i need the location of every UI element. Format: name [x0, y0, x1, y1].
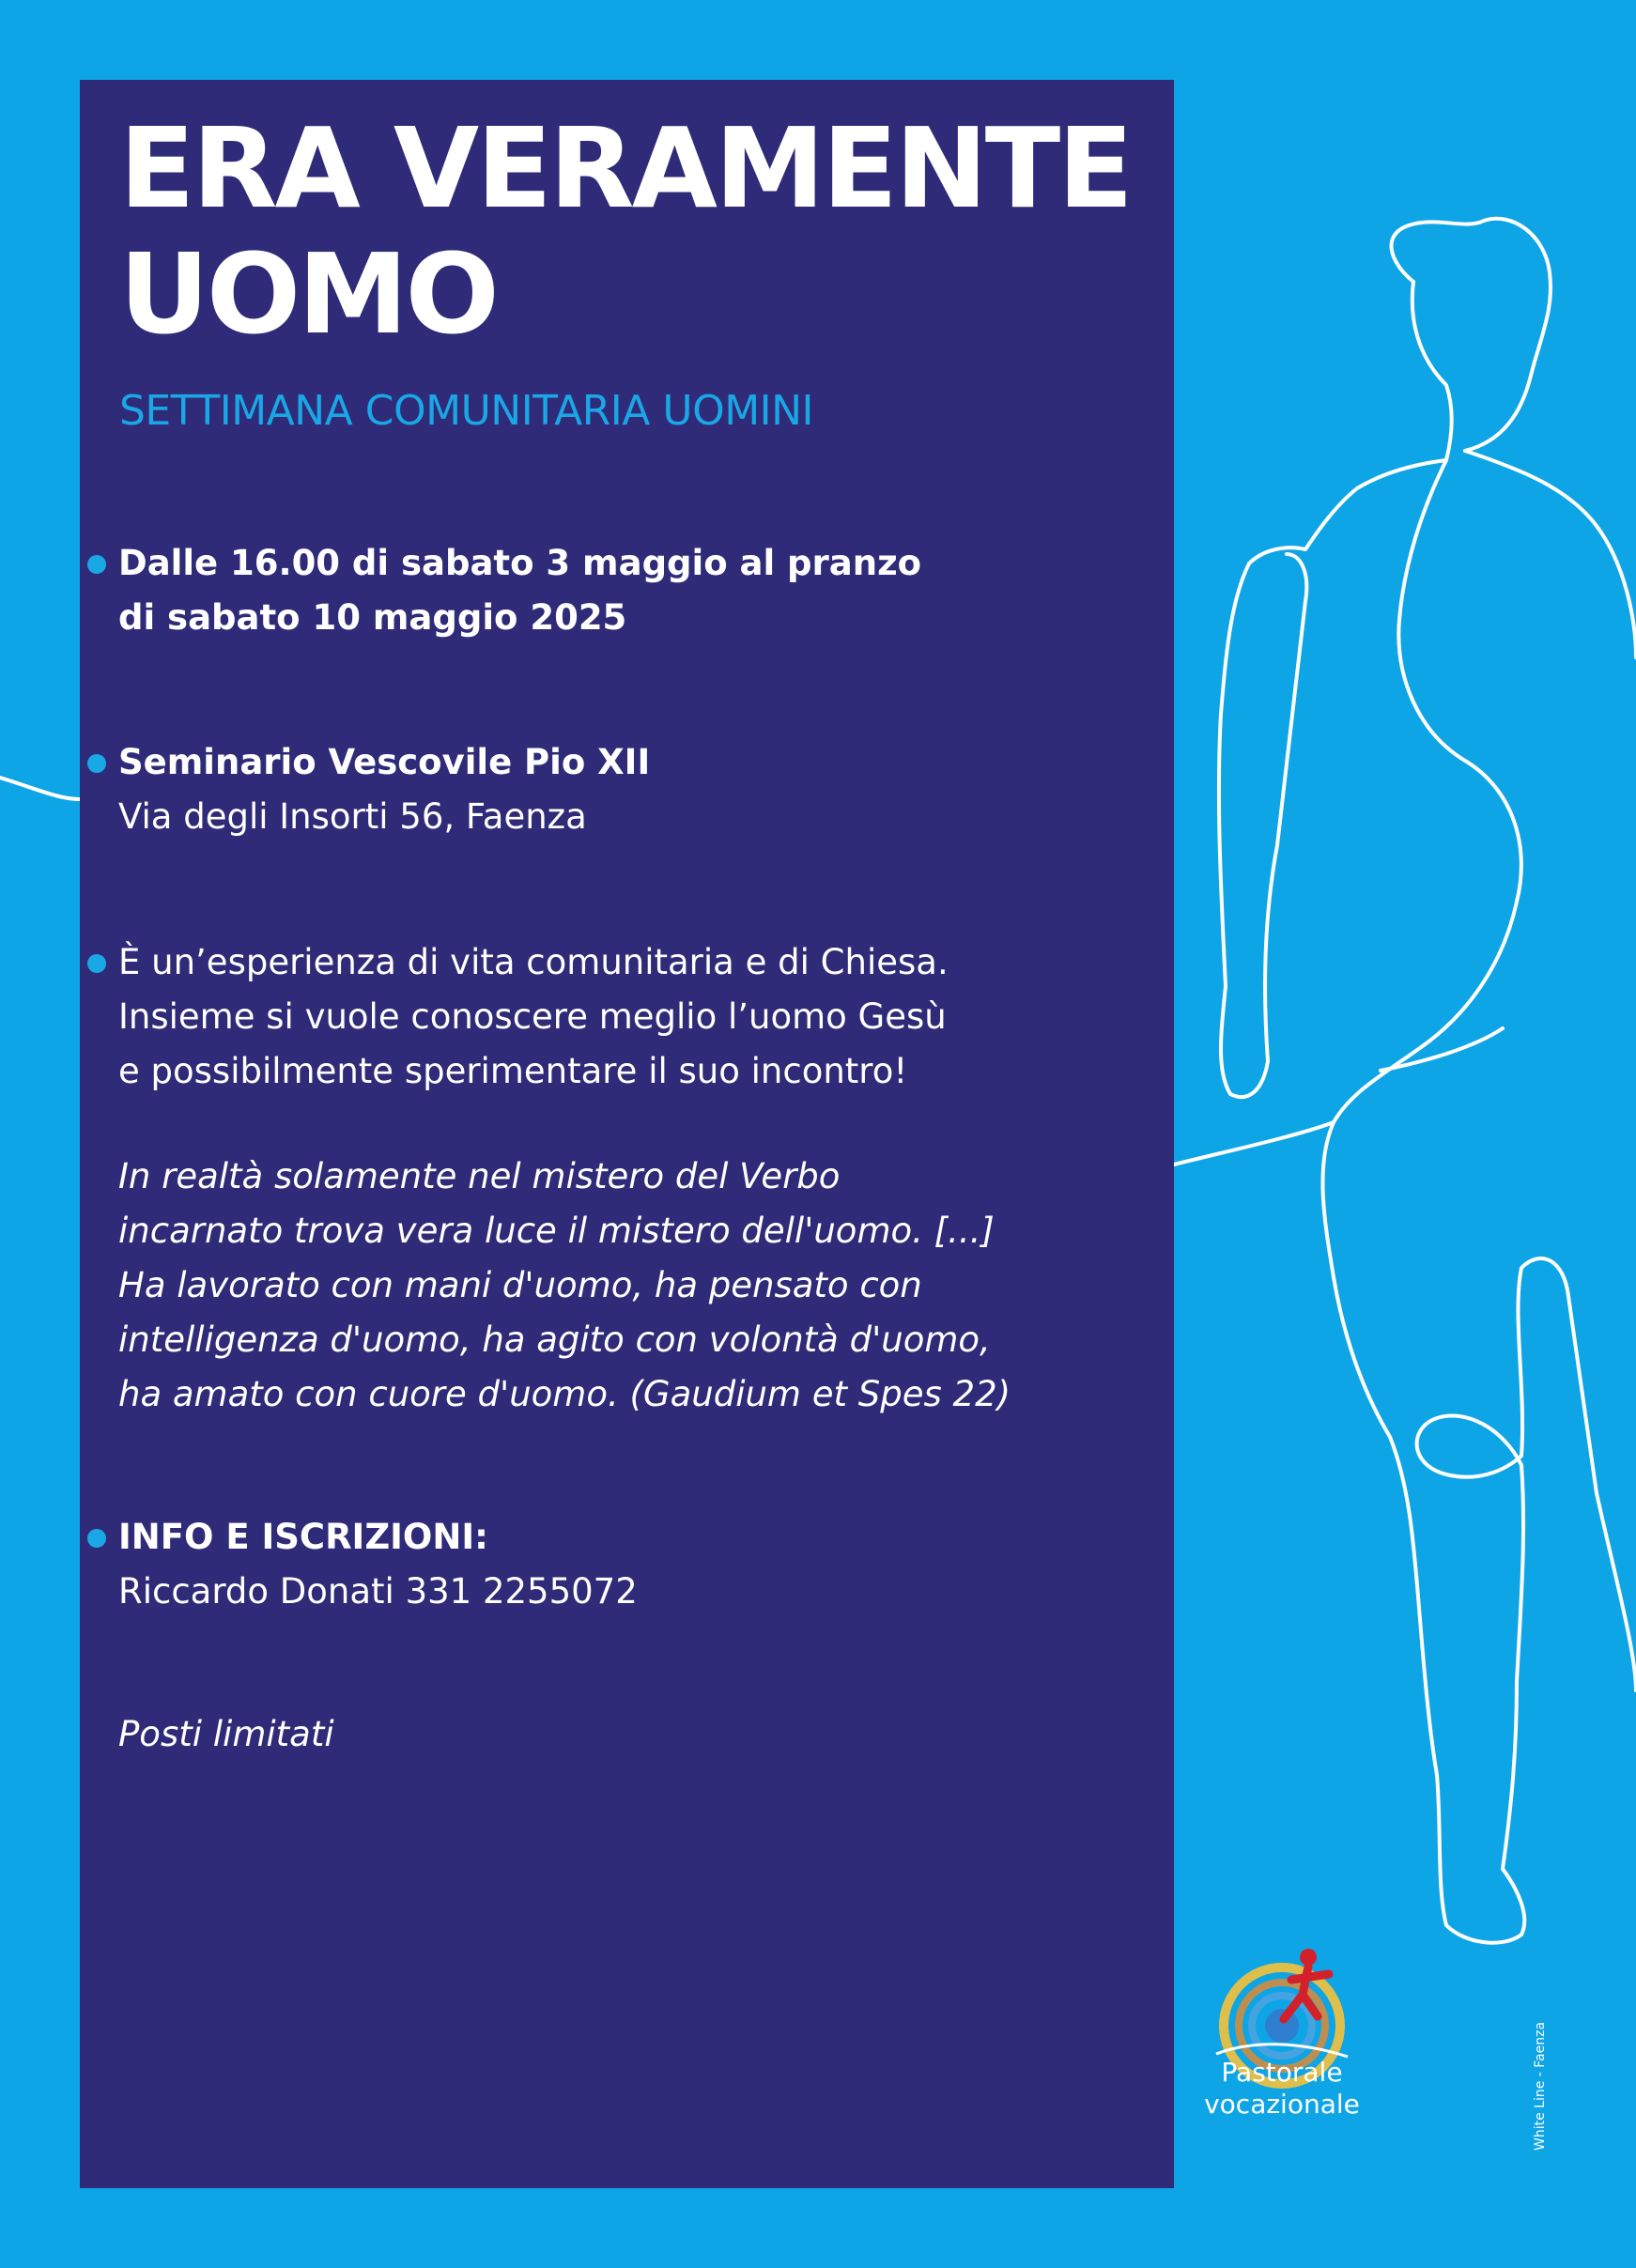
bullet-icon	[87, 555, 106, 574]
about-section	[87, 935, 949, 990]
logo-caption-line-2: vocazionale	[1204, 2089, 1360, 2120]
bullet-icon	[87, 1529, 106, 1548]
logo-caption-line-1: Pastorale	[1221, 2057, 1343, 2088]
about-line-2: Insieme si vuole conoscere meglio l’uomo Gesù	[118, 996, 947, 1037]
quote-line-1: In realtà solamente nel mistero del Verbo	[118, 1156, 841, 1196]
bullet-icon	[87, 754, 106, 773]
poster-title	[119, 105, 1131, 357]
about-line-1: È un’esperienza di vita comunitaria e di Chiesa.	[118, 942, 949, 982]
bullet-icon	[87, 954, 106, 973]
logo-caption	[1174, 2057, 1390, 2121]
info-section	[87, 1510, 488, 1565]
when-line-1: Dalle 16.00 di sabato 3 maggio al pranzo	[118, 543, 922, 583]
where-section	[87, 735, 650, 790]
venue-name: Seminario Vescovile Pio XII	[118, 742, 651, 782]
title-line-1: ERA VERAMENTE	[119, 103, 1131, 233]
when-line-2: di sabato 10 maggio 2025	[118, 597, 627, 638]
info-label: INFO E ISCRIZIONI:	[118, 1517, 488, 1557]
poster-subtitle: SETTIMANA COMUNITARIA UOMINI	[119, 387, 814, 435]
quote-line-5: ha amato con cuore d'uomo. (Gaudium et Spes 22)	[118, 1374, 1011, 1414]
quote-line-3: Ha lavorato con mani d'uomo, ha pensato con	[118, 1265, 922, 1305]
quote-line-2: incarnato trova vera luce il mistero dell'uomo. [...]	[118, 1211, 995, 1251]
about-line-3: e possibilmente sperimentare il suo incontro!	[118, 1051, 908, 1091]
quote-line-4: intelligenza d'uomo, ha agito con volontà d'uomo,	[118, 1319, 991, 1360]
limited-places-note: Posti limitati	[118, 1714, 334, 1754]
info-contact: Riccardo Donati 331 2255072	[118, 1571, 638, 1612]
venue-address: Via degli Insorti 56, Faenza	[118, 796, 587, 837]
title-line-2: UOMO	[119, 229, 497, 359]
when-section	[87, 536, 921, 591]
designer-credit: White Line - Faenza	[1533, 2021, 1548, 2151]
